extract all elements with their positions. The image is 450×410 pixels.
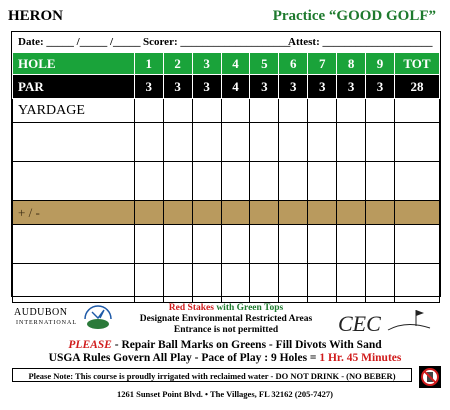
hole-row — [13, 53, 440, 75]
player-name-cell[interactable] — [13, 264, 135, 303]
score-cell[interactable] — [250, 225, 279, 264]
green-tops-text: with Green Tops — [216, 303, 284, 313]
score-cell[interactable] — [192, 201, 221, 225]
score-cell[interactable] — [192, 123, 221, 162]
score-cell[interactable] — [221, 201, 250, 225]
course-address: 1261 Sunset Point Blvd. • The Villages, FL 32162 (205-7427) — [116, 389, 334, 399]
score-cell[interactable] — [394, 123, 439, 162]
score-cell[interactable] — [163, 123, 192, 162]
score-cell[interactable] — [394, 225, 439, 264]
score-cell[interactable] — [308, 99, 337, 123]
score-cell[interactable] — [134, 123, 163, 162]
cec-logo-icon — [336, 306, 436, 338]
score-cell[interactable] — [279, 225, 308, 264]
par-row — [13, 75, 440, 99]
audubon-bird-icon — [82, 304, 114, 334]
score-cell[interactable] — [221, 264, 250, 303]
score-cell[interactable] — [366, 123, 395, 162]
score-cell[interactable] — [163, 162, 192, 201]
please-word: PLEASE — [68, 339, 112, 351]
score-cell[interactable] — [279, 162, 308, 201]
score-cell[interactable] — [337, 201, 366, 225]
score-cell[interactable] — [250, 201, 279, 225]
hole-number: 4 — [221, 53, 250, 75]
score-cell[interactable] — [250, 123, 279, 162]
score-cell[interactable] — [394, 264, 439, 303]
usga-text: USGA Rules Govern All Play - Pace of Play : 9 Holes = — [48, 352, 320, 364]
par-value: 3 — [366, 75, 395, 99]
score-cell[interactable] — [192, 99, 221, 123]
date-field[interactable]: Date: _____ /_____ /_____ — [18, 36, 141, 48]
hole-total: TOT — [394, 53, 439, 75]
yardage-label: YARDAGE — [13, 99, 135, 123]
entrance-text: Entrance is not permitted — [173, 325, 279, 335]
cec-text: CEC — [338, 311, 381, 336]
hole-number: 9 — [366, 53, 395, 75]
score-cell[interactable] — [221, 99, 250, 123]
score-cell[interactable] — [279, 264, 308, 303]
player-name-cell[interactable] — [13, 225, 135, 264]
par-label: PAR — [13, 75, 135, 99]
player-row — [13, 162, 440, 201]
attest-field[interactable]: Attest: ____________________ — [288, 36, 433, 48]
course-name: HERON — [8, 8, 64, 24]
score-cell[interactable] — [250, 99, 279, 123]
score-cell[interactable] — [337, 123, 366, 162]
par-value: 3 — [279, 75, 308, 99]
reclaimed-water-note: Please Note: This course is proudly irrigated with reclaimed water - DO NOT DRINK - (NO BEBER) — [12, 368, 412, 382]
scorecard — [11, 31, 441, 297]
designate-text: Designate Environmental Restricted Areas — [139, 314, 313, 324]
scorer-field[interactable]: Scorer: ____________________ — [143, 36, 291, 48]
score-cell[interactable] — [221, 123, 250, 162]
hole-number: 1 — [134, 53, 163, 75]
score-cell[interactable] — [394, 162, 439, 201]
par-total: 28 — [394, 75, 439, 99]
par-value: 3 — [134, 75, 163, 99]
par-value: 4 — [221, 75, 250, 99]
hole-label: HOLE — [13, 53, 135, 75]
player-row — [13, 264, 440, 303]
score-cell[interactable] — [192, 225, 221, 264]
score-cell[interactable] — [337, 162, 366, 201]
score-cell[interactable] — [250, 264, 279, 303]
score-cell[interactable] — [308, 123, 337, 162]
hole-number: 5 — [250, 53, 279, 75]
audubon-logo — [14, 307, 114, 331]
score-cell[interactable] — [250, 162, 279, 201]
score-cell[interactable] — [337, 264, 366, 303]
score-cell[interactable] — [134, 264, 163, 303]
please-line — [0, 339, 450, 351]
score-cell[interactable] — [308, 201, 337, 225]
hole-number: 3 — [192, 53, 221, 75]
audubon-name: AUDUBON — [14, 307, 68, 318]
score-cell[interactable] — [134, 201, 163, 225]
score-cell[interactable] — [134, 162, 163, 201]
score-cell[interactable] — [163, 225, 192, 264]
please-text: - Repair Ball Marks on Greens - Fill Divots With Sand — [111, 339, 382, 351]
score-cell[interactable] — [308, 162, 337, 201]
pace-time: 1 Hr. 45 Minutes — [319, 352, 402, 364]
score-table — [12, 52, 440, 303]
handicap-row — [13, 201, 440, 225]
hole-number: 2 — [163, 53, 192, 75]
score-cell[interactable] — [192, 162, 221, 201]
handicap-label: + / - — [13, 201, 135, 225]
score-cell[interactable] — [192, 264, 221, 303]
score-cell[interactable] — [366, 99, 395, 123]
score-cell[interactable] — [394, 99, 439, 123]
score-cell[interactable] — [366, 201, 395, 225]
score-cell[interactable] — [366, 225, 395, 264]
info-line — [12, 32, 440, 52]
score-cell[interactable] — [366, 162, 395, 201]
audubon-subname: INTERNATIONAL — [16, 320, 77, 326]
yardage-row — [13, 99, 440, 123]
environment-notice — [115, 303, 337, 336]
player-name-cell[interactable] — [13, 123, 135, 162]
no-drink-icon — [419, 366, 441, 388]
par-value: 3 — [337, 75, 366, 99]
player-name-cell[interactable] — [13, 162, 135, 201]
score-cell[interactable] — [134, 225, 163, 264]
player-row — [13, 123, 440, 162]
usga-line — [0, 352, 450, 364]
par-value: 3 — [163, 75, 192, 99]
score-cell[interactable] — [279, 201, 308, 225]
red-stakes-text: Red Stakes — [168, 303, 214, 313]
score-cell[interactable] — [221, 162, 250, 201]
score-cell[interactable] — [163, 264, 192, 303]
par-value: 3 — [250, 75, 279, 99]
score-cell[interactable] — [337, 225, 366, 264]
score-cell[interactable] — [394, 201, 439, 225]
score-cell[interactable] — [308, 225, 337, 264]
score-cell[interactable] — [279, 99, 308, 123]
player-row — [13, 225, 440, 264]
score-cell[interactable] — [366, 264, 395, 303]
score-cell[interactable] — [337, 99, 366, 123]
hole-number: 7 — [308, 53, 337, 75]
score-cell[interactable] — [134, 99, 163, 123]
par-value: 3 — [308, 75, 337, 99]
score-cell[interactable] — [163, 201, 192, 225]
par-value: 3 — [192, 75, 221, 99]
practice-subtitle: Practice “GOOD GOLF” — [272, 8, 436, 24]
hole-number: 6 — [279, 53, 308, 75]
hole-number: 8 — [337, 53, 366, 75]
score-cell[interactable] — [308, 264, 337, 303]
score-cell[interactable] — [279, 123, 308, 162]
score-cell[interactable] — [221, 225, 250, 264]
score-cell[interactable] — [163, 99, 192, 123]
